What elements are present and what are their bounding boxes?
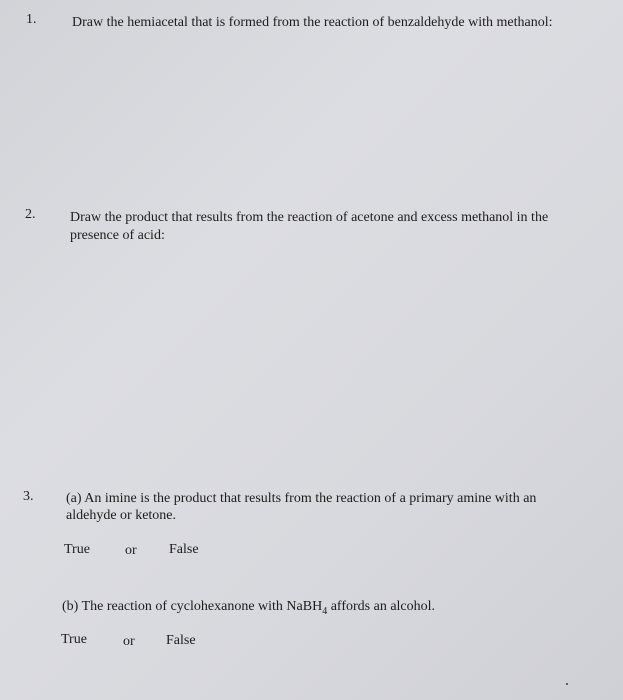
- question-1-number: 1.: [26, 12, 37, 27]
- question-3b-text-after: affords an alcohol.: [327, 599, 436, 614]
- question-3b-text: [62, 597, 435, 621]
- question-3b-false-option[interactable]: False: [166, 633, 196, 648]
- question-2-number: 2.: [25, 207, 36, 222]
- question-3b-true-option[interactable]: True: [61, 632, 87, 647]
- question-3a-text-line2: aldehyde or ketone.: [66, 508, 177, 523]
- question-3a-false-option[interactable]: False: [169, 542, 199, 557]
- question-3a-true-option[interactable]: True: [64, 542, 90, 557]
- question-2-text-line2: presence of acid:: [70, 228, 165, 243]
- question-3a-or-label: or: [125, 543, 137, 558]
- paper-speck: [566, 683, 568, 685]
- question-3b-text-before: (b) The reaction of cyclohexanone with NaBH: [62, 599, 323, 614]
- question-3b-or-label: or: [123, 634, 135, 649]
- question-3a-text-line1: (a) An imine is the product that results from the reaction of a primary amine with an: [66, 491, 537, 506]
- question-3-number: 3.: [23, 489, 34, 504]
- question-2-text-line1: Draw the product that results from the reaction of acetone and excess methanol in the: [70, 210, 549, 225]
- question-1-text: Draw the hemiacetal that is formed from the reaction of benzaldehyde with methanol:: [72, 15, 553, 30]
- question-3b-subscript: 4: [322, 605, 328, 617]
